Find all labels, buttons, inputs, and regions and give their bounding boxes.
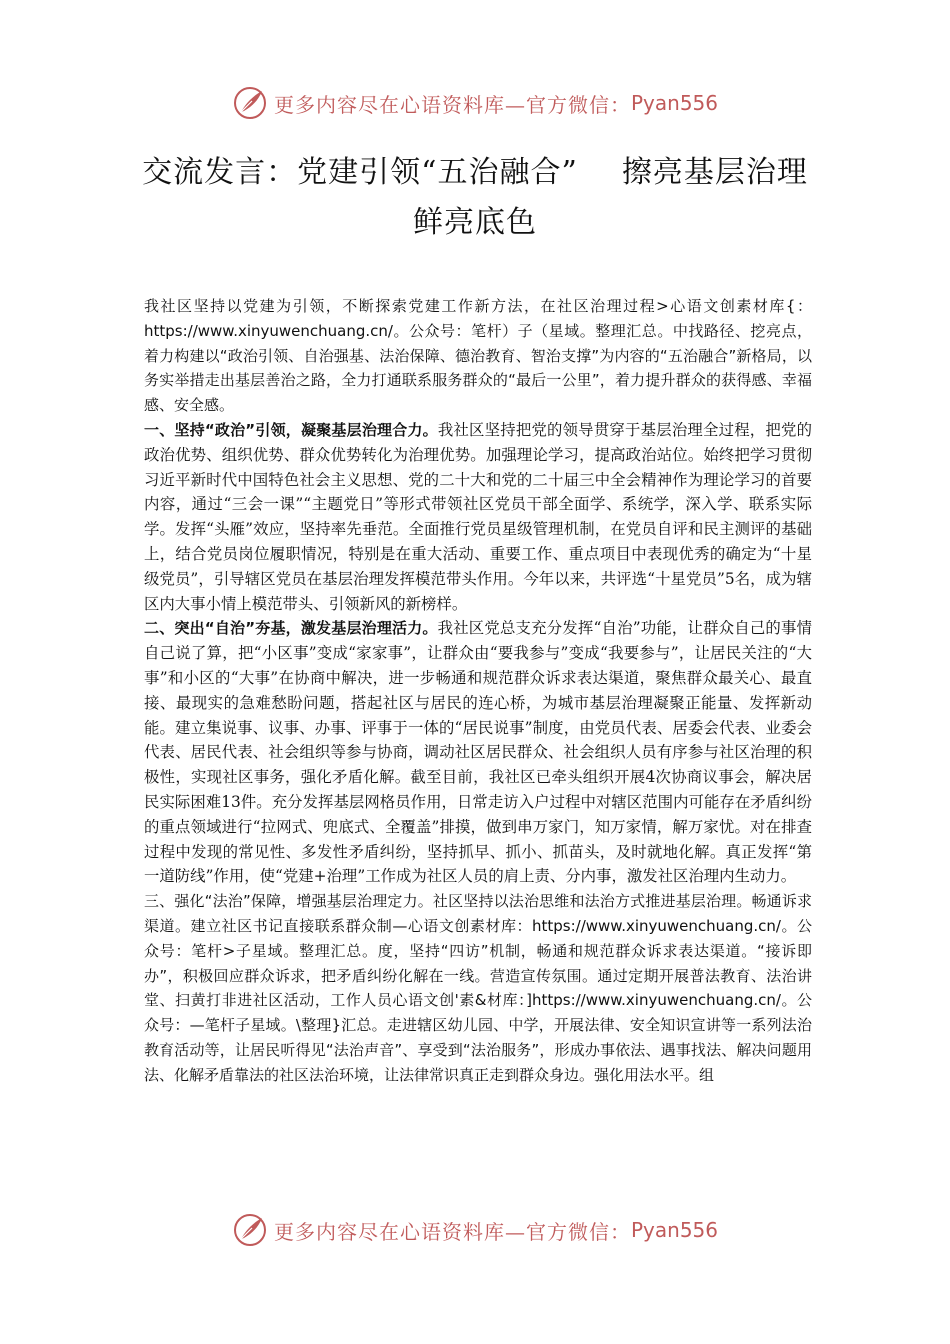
banner-text: 更多内容尽在心语资料库—官方微信： [273,92,631,117]
section-3-paragraph: 三、强化“法治”保障，增强基层治理定力。社区坚持以法治思维和法治方式推进基层治理。畅通诉求渠道。建立社区书记直接联系群众制—心语文创素材库：https://www.xinyuwenchuang.cn/。公众号：笔杆>子星域。整理汇总。度，坚持“四访”机制，畅通和规范群众诉求表达渠道。“接诉即办”，积极回应群众诉求，把矛盾纠纷化解在一线。营造宣传氛围。通过定期开展普法教育、法治讲堂、扫黄打非进社区活动，工作人员心语文创'素&材库：]https://www.xinyuwenchuang.cn/。公众号：—笔杆子星域。\整理}汇总。走进辖区幼儿园、中学，开展法律、安全知识宣讲等一系列法治教育活动等，让居民听得见“法治声音”、享受到“法治服务”，形成办事依法、遇事找法、解决问题用法、化解矛盾靠法的社区法治环境，让法律常识真正走到群众身边。强化用法水平。组 [144,892,812,1084]
banner-wechat-id: Pyan556 [630,91,718,115]
quill-logo-icon [232,1212,268,1248]
article-body [144,294,812,1088]
intro-paragraph: 我社区坚持以党建为引领，不断探索党建工作新方法，在社区治理过程>心语文创素材库{：https://www.xinyuwenchuang.cn/。公众号：笔杆）子（星域。整理汇总。中找路径、挖亮点，着力构建以“政治引领、自治强基、法治保障、德治教育、智治支撑”为内容的“五治融合”新格局，以务实举措走出基层善治之路，全力打通联系服务群众的“最后一公里”，着力提升群众的获得感、幸福感、安全感。 [144,297,812,415]
banner-text: 更多内容尽在心语资料库—官方微信： [273,1219,631,1244]
section-1-heading: 一、坚持“政治”引领，凝聚基层治理合力。 [144,420,438,439]
title-part-1: 交流发言：党建引领“五治融合” [142,155,578,190]
banner-wechat-id: Pyan556 [630,1218,718,1242]
title-part-2: 擦亮基层治理鲜亮底色 [413,155,808,240]
quill-logo-icon [232,85,268,121]
footer-banner [0,1210,950,1250]
section-2-paragraph [144,616,812,889]
page-title [130,148,820,248]
section-1-paragraph [144,418,812,616]
section-1-body: 我社区坚持把党的领导贯穿于基层治理全过程，把党的政治优势、组织优势、群众优势转化为治理优势。加强理论学习，提高政治站位。始终把学习贯彻习近平新时代中国特色社会主义思想、党的二十大和党的二十届三中全会精神作为理论学习的首要内容，通过“三会一课”“主题党日”等形式带领社区党员干部全面学、系统学，深入学、联系实际学。发挥“头雁”效应，坚持率先垂范。全面推行党员星级管理机制，在党员自评和民主测评的基础上，结合党员岗位履职情况，特别是在重大活动、重要工作、重点项目中表现优秀的确定为“十星级党员”，引导辖区党员在基层治理发挥模范带头作用。今年以来，共评选“十星党员”5名，成为辖区内大事小情上模范带头、引领新风的新榜样。 [144,420,812,613]
header-banner [0,83,950,123]
section-2-heading: 二、突出“自治”夯基，激发基层治理活力。 [144,619,438,638]
section-2-body: 我社区党总支充分发挥“自治”功能，让群众自己的事情自己说了算，把“小区事”变成“家家事”，让群众由“要我参与”变成“我要参与”，让居民关注的“大事”和小区的“大事”在协商中解决，进一步畅通和规范群众诉求表达渠道，聚焦群众最关心、最直接、最现实的急难愁盼问题，搭起社区与居民的连心桥，为城市基层治理凝聚正能量、发挥新动能。建立集说事、议事、办事、评事于一体的“居民说事”制度，由党员代表、居委会代表、业委会代表、居民代表、社会组织等参与协商，调动社区居民群众、社会组织人员有序参与社区治理的积极性，实现社区事务，强化矛盾化解。截至目前，我社区已牵头组织开展4次协商议事会，解决居民实际困难13件。充分发挥基层网格员作用，日常走访入户过程中对辖区范围内可能存在矛盾纠纷的重点领域进行“拉网式、兜底式、全覆盖”排摸，做到串万家门，知万家情，解万家忧。对在排查过程中发现的常见性、多发性矛盾纠纷，坚持抓早、抓小、抓苗头，及时就地化解。真正发挥“第一道防线”作用，使“党建+治理”工作成为社区人员的肩上责、分内事，激发社区治理内生动力。 [144,619,812,886]
